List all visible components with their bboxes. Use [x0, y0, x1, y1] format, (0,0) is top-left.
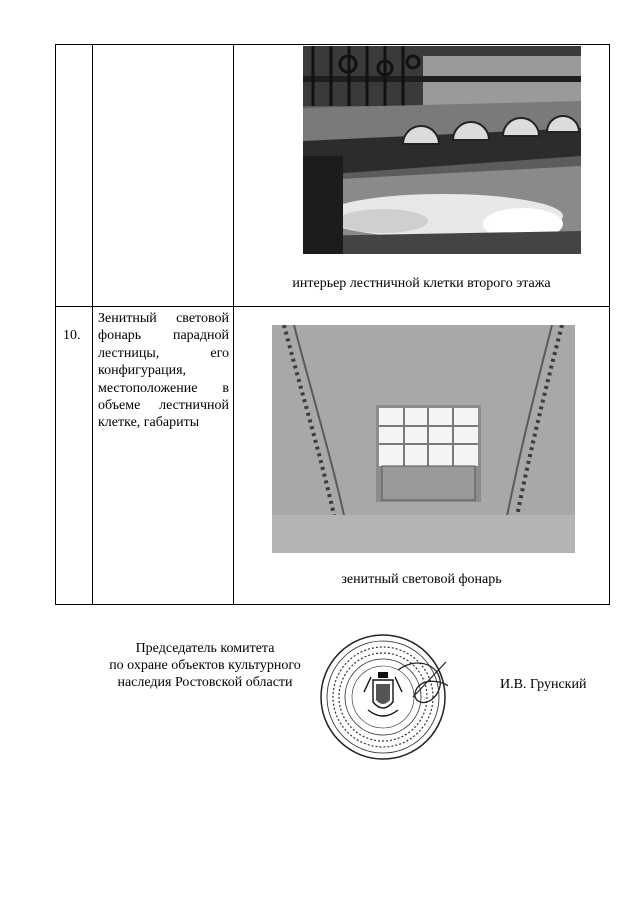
official-seal	[318, 632, 448, 762]
photo-caption: зенитный световой фонарь	[341, 572, 502, 587]
table-border-right	[609, 44, 610, 605]
table-border-top	[55, 44, 610, 45]
column-divider-2	[233, 44, 234, 605]
row-number: 10.	[63, 328, 81, 343]
position-line: Председатель комитета	[135, 641, 275, 656]
signatory-name: И.В. Грунский	[500, 677, 587, 692]
description-line: местоположение в	[98, 380, 229, 396]
table-border-left	[55, 44, 56, 605]
heritage-elements-table	[55, 44, 610, 605]
description-line: клетке, габариты	[98, 415, 200, 431]
photo-caption: интерьер лестничной клетки второго этажа	[292, 276, 551, 291]
position-line: по охране объектов культурного	[109, 658, 301, 673]
element-description	[98, 310, 229, 432]
position-line: наследия Ростовской области	[117, 675, 293, 690]
description-line: объеме лестничной	[98, 398, 229, 414]
description-line: конфигурация,	[98, 363, 187, 379]
column-divider-1	[92, 44, 93, 605]
description-line: Зенитный световой	[98, 311, 229, 326]
description-line: фонарь парадной	[98, 328, 229, 344]
table-border-bottom	[55, 604, 610, 605]
description-line: лестницы, его	[98, 345, 229, 361]
skylight-photo	[272, 325, 575, 553]
row-divider	[55, 306, 610, 307]
signatory-position	[90, 640, 320, 691]
staircase-interior-photo	[303, 46, 581, 254]
